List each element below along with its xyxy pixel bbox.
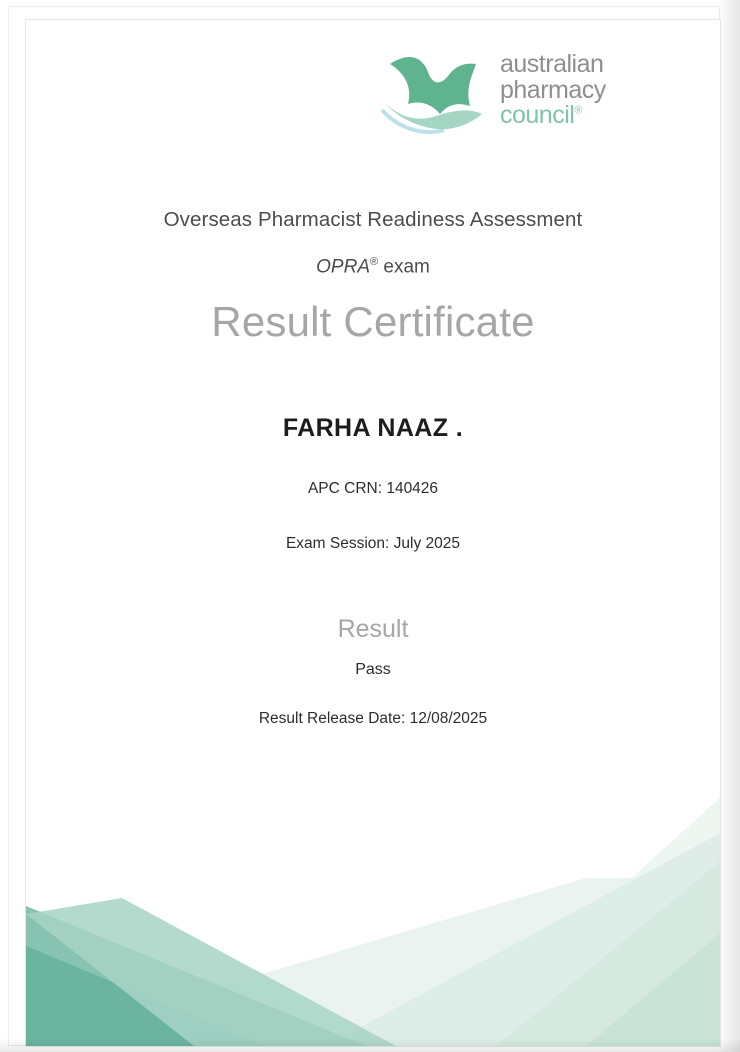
result-value: Pass [355, 661, 391, 678]
exam-word: exam [378, 256, 430, 278]
apc-logo [378, 40, 678, 150]
page-title: Result Certificate [211, 298, 535, 345]
scan-edge-shadow-right [718, 0, 740, 1052]
decorative-footer-graphic [26, 646, 721, 1046]
result-label: Result [337, 615, 409, 643]
crn-line: APC CRN: 140426 [307, 480, 439, 497]
certificate-page [25, 19, 721, 1047]
opra-italic: OPRA [316, 256, 370, 278]
exam-session-line: Exam Session: July 2025 [285, 535, 461, 552]
result-release-date: Result Release Date: 12/08/2025 [258, 710, 488, 727]
candidate-name: FARHA NAAZ . [282, 414, 464, 442]
logo-line-australian: australian [500, 50, 604, 78]
apc-logo-text [500, 52, 680, 129]
apc-swoosh-logo-icon [378, 46, 498, 142]
certificate-outer-frame [8, 6, 720, 1046]
logo-line-pharmacy: pharmacy [500, 75, 606, 104]
registered-mark: ® [370, 256, 379, 268]
assessment-title: Overseas Pharmacist Readiness Assessment [163, 208, 583, 231]
scan-edge-shadow-bottom [0, 1038, 740, 1052]
logo-line-council: council® [500, 101, 582, 129]
exam-subtitle [26, 256, 720, 278]
